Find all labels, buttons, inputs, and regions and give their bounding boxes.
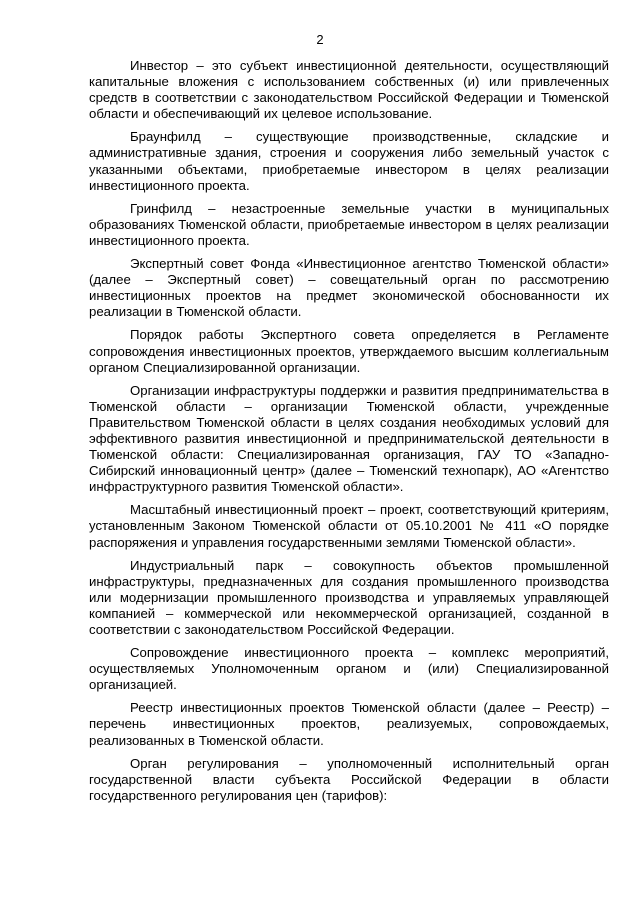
paragraph-project-support: Сопровождение инвестиционного проекта – комплекс мероприятий, осуществляемых Уполномоченным органом и (или) Специализированной организацией. bbox=[89, 645, 609, 693]
paragraph-expert-council: Экспертный совет Фонда «Инвестиционное агентство Тюменской области» (далее – Экспертный совет) – совещательный орган по рассмотрению инвестиционных проектов на предмет экономической обоснованности их реализации в Тюменской области. bbox=[89, 256, 609, 320]
page-number: 2 bbox=[316, 32, 324, 47]
paragraph-expert-council-procedure: Порядок работы Экспертного совета определяется в Регламенте сопровождения инвестиционных проектов, утверждаемого высшим коллегиальным органом Специализированной организации. bbox=[89, 327, 609, 375]
paragraph-large-scale-project: Масштабный инвестиционный проект – проект, соответствующий критериям, установленным Законом Тюменской области от 05.10.2001 № 411 «О порядке распоряжения и управления государственными землями Тюменской области». bbox=[89, 502, 609, 550]
paragraph-brownfield: Браунфилд – существующие производственные, складские и административные здания, строения и сооружения либо земельный участок с указанными объектами, приобретаемые инвестором в целях реализации инвестиционного проекта. bbox=[89, 129, 609, 193]
paragraph-greenfield: Гринфилд – незастроенные земельные участки в муниципальных образованиях Тюменской области, приобретаемые инвестором в целях реализации инвестиционного проекта. bbox=[89, 200, 609, 248]
paragraph-project-registry: Реестр инвестиционных проектов Тюменской области (далее – Реестр) – перечень инвестиционных проектов, реализуемых, сопровождаемых, реализованных в Тюменской области. bbox=[89, 700, 609, 748]
paragraph-regulatory-body: Орган регулирования – уполномоченный исполнительный орган государственной власти субъекта Российской Федерации в области государственного регулирования цен (тарифов): bbox=[89, 755, 609, 803]
paragraph-industrial-park: Индустриальный парк – совокупность объектов промышленной инфраструктуры, предназначенных для создания промышленного производства или модернизации промышленного производства и управляемых управляющей компанией – коммерческой или некоммерческой организацией, созданной в соответствии с законодательством Российской Федерации. bbox=[89, 557, 609, 637]
paragraph-investor: Инвестор – это субъект инвестиционной деятельности, осуществляющий капитальные вложения с использованием собственных (и) или привлеченных средств в соответствии с законодательством Российской Федерации и Тюменской области и обеспечивающий их целевое использование. bbox=[89, 58, 609, 122]
document-body bbox=[89, 58, 609, 811]
paragraph-support-infrastructure: Организации инфраструктуры поддержки и развития предпринимательства в Тюменской области – организации Тюменской области, учрежденные Правительством Тюменской области в целях создания необходимых условий для эффективного развития инвестиционной и предпринимательской деятельности в Тюменской области: Специализированная организация, ГАУ ТО «Западно-Сибирский инновационный центр» (далее – Тюменский технопарк), АО «Агентство инфраструктурного развития Тюменской области». bbox=[89, 382, 609, 495]
